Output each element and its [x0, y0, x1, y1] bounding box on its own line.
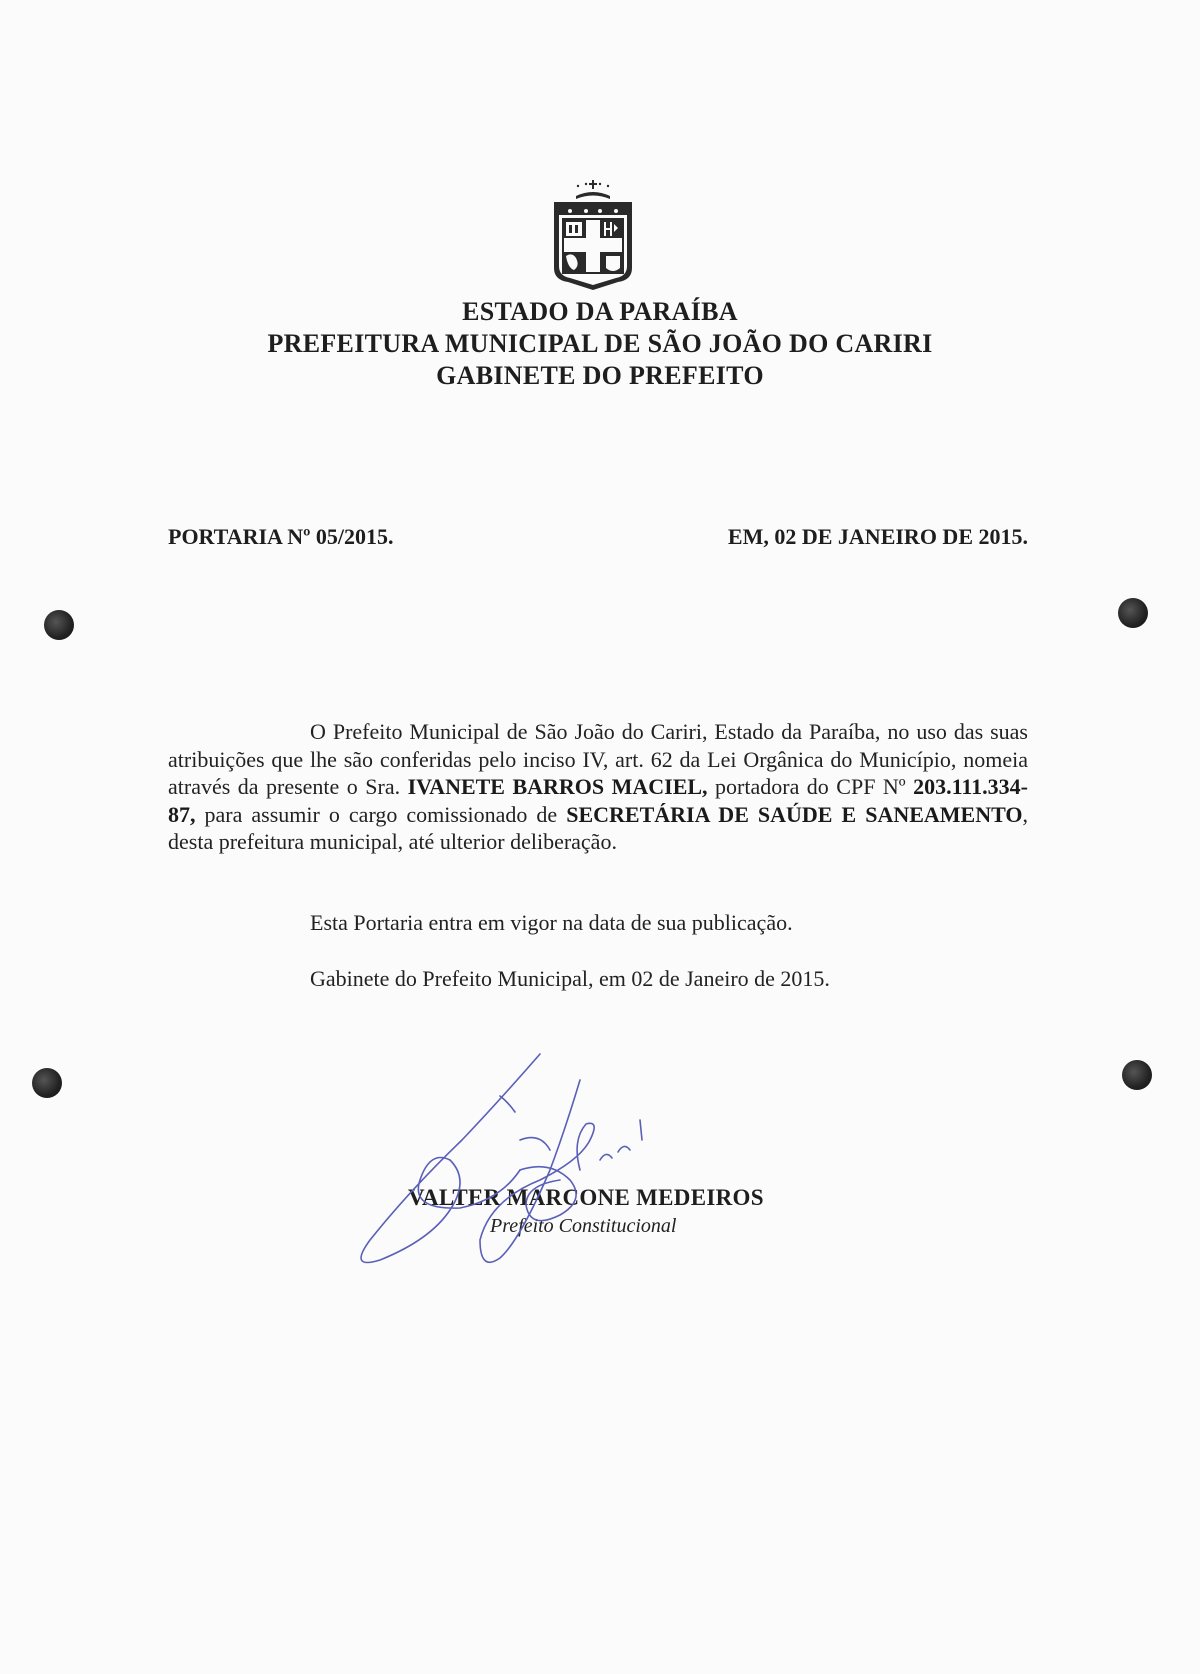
signatory-name: VALTER MARCONE MEDEIROS [408, 1185, 764, 1210]
portaria-date: EM, 02 DE JANEIRO DE 2015. [727, 524, 1028, 549]
document-header [0, 296, 1200, 392]
office-heading: GABINETE DO PREFEITO [436, 361, 764, 390]
punch-hole-bottom-right [1122, 1060, 1152, 1090]
signatory-title: Prefeito Constitucional [490, 1215, 677, 1237]
punch-hole-top-right [1118, 598, 1148, 628]
handwritten-signature [350, 1040, 710, 1280]
appointed-role: SECRETÁRIA DE SAÚDE E SANEAMENTO [566, 801, 1023, 827]
appointee-cpf: 203.111.334-87, [168, 774, 1028, 827]
portaria-body [168, 718, 1028, 856]
punch-hole-bottom-left [32, 1068, 62, 1098]
municipal-crest-icon [548, 180, 638, 292]
portaria-number: PORTARIA Nº 05/2015. [168, 524, 394, 549]
appointment-paragraph: O Prefeito Municipal de São João do Cariri, Estado da Paraíba, no uso das suas atribuições que lhe são conferidas pelo inciso IV, art. 62 da Lei Orgânica do Município, nomeia através da presente o Sra. IVANETE BARROS MACIEL, portadora do CPF Nº 203.111.334-87, para assumir o cargo comissionado de SECRETÁRIA DE SAÚDE E SANEAMENTO, desta prefeitura municipal, até ulterior deliberação. [168, 719, 1028, 854]
effective-date-paragraph: Esta Portaria entra em vigor na data de sua publicação. [310, 910, 793, 935]
appointee-name: IVANETE BARROS MACIEL, [407, 774, 708, 799]
municipality-heading: PREFEITURA MUNICIPAL DE SÃO JOÃO DO CARIRI [267, 329, 933, 358]
closing-paragraph: Gabinete do Prefeito Municipal, em 02 de Janeiro de 2015. [310, 966, 830, 991]
punch-hole-top-left [44, 610, 74, 640]
state-heading: ESTADO DA PARAÍBA [462, 297, 738, 326]
